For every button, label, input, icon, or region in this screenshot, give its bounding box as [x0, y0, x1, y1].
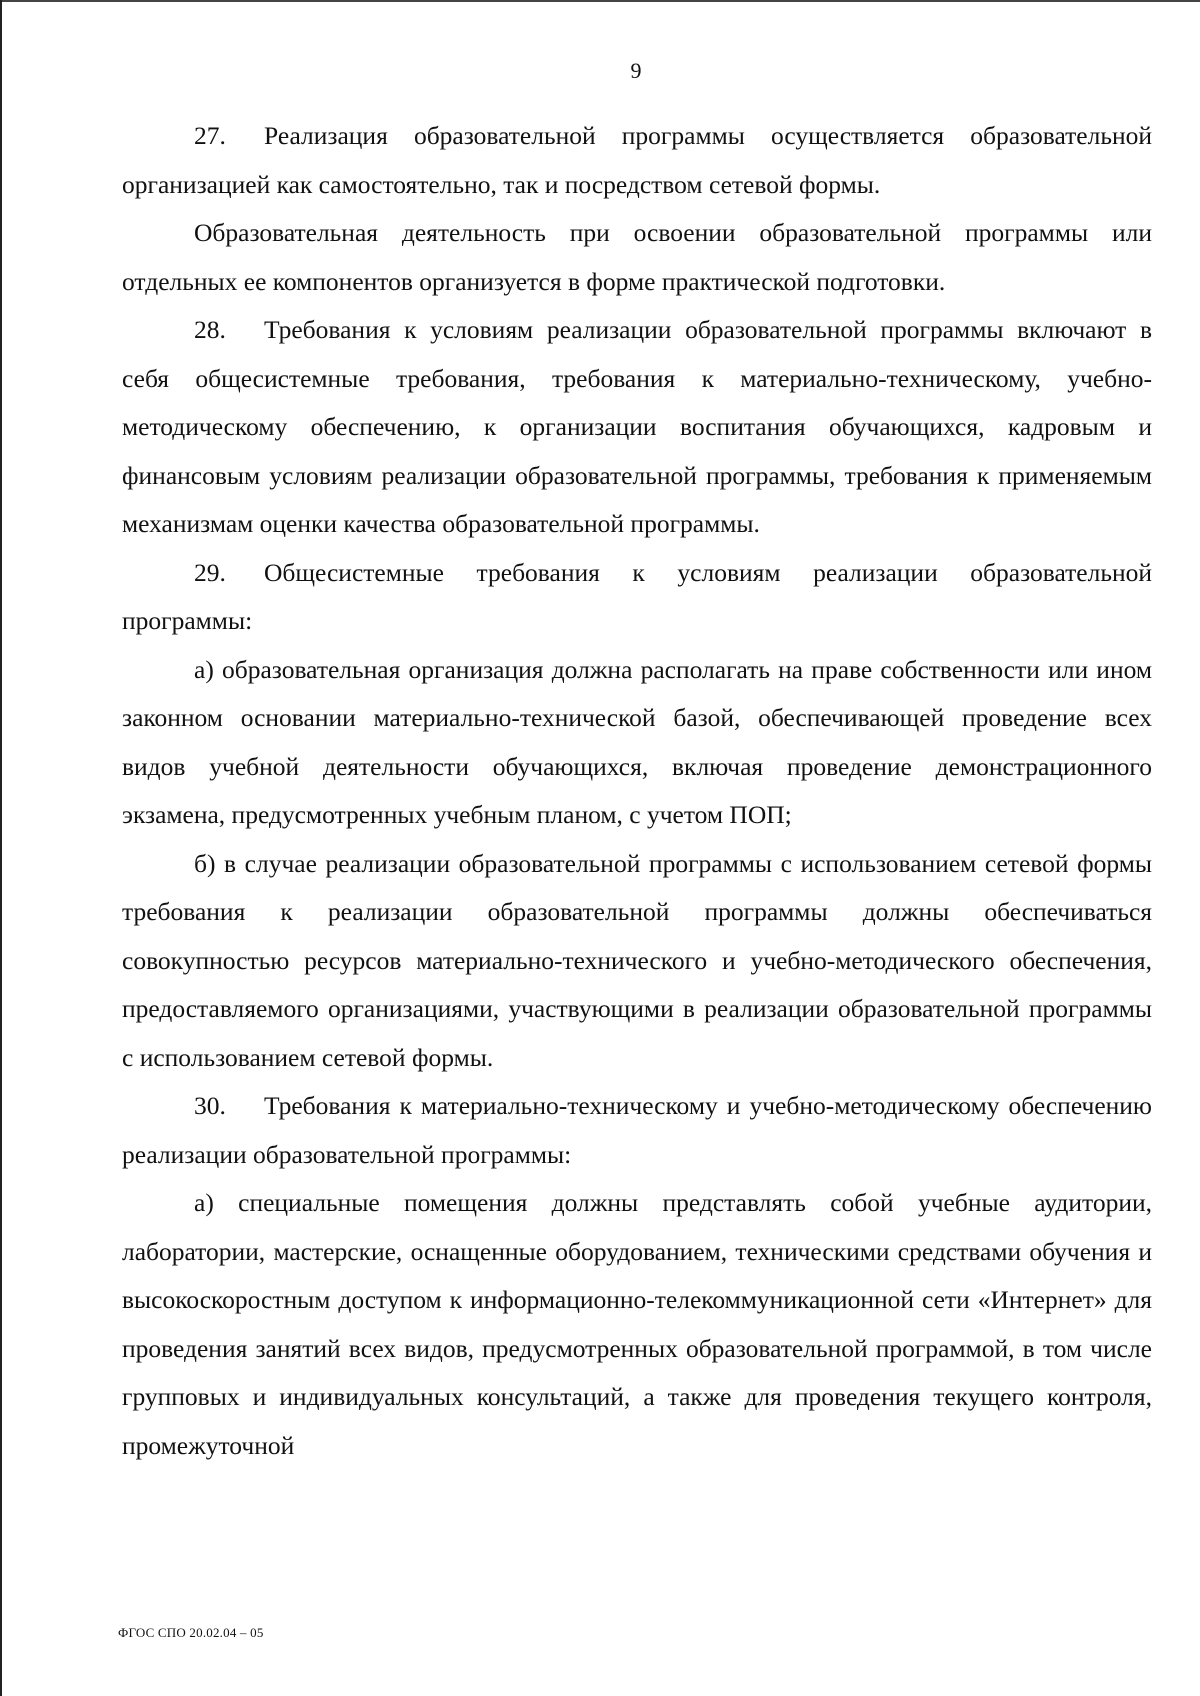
paragraph-text: Образовательная деятельность при освоении образовательной программы или отдельных ее компонентов организуется в форме практической подготовки.	[122, 218, 1152, 296]
paragraph-27	[122, 112, 1152, 209]
scan-edge-top	[0, 0, 1200, 2]
paragraph-text: а) специальные помещения должны представлять собой учебные аудитории, лаборатории, мастерские, оснащенные оборудованием, техническими средствами обучения и высокоскоростным доступом к информационно-телекоммуникационной сети «Интернет» для проведения занятий всех видов, предусмотренных образовательной программой, в том числе групповых и индивидуальных консультаций, а также для проведения текущего контроля, промежуточной	[122, 1188, 1152, 1460]
paragraph-text: а) образовательная организация должна располагать на праве собственности или ином законном основании материально-технической базой, обеспечивающей проведение всех видов учебной деятельности обучающихся, включая проведение демонстрационного экзамена, предусмотренных учебным планом, с учетом ПОП;	[122, 654, 1152, 829]
page-number: 9	[630, 58, 642, 83]
scan-edge-left	[0, 0, 2, 1696]
paragraph-29	[122, 549, 1152, 646]
paragraph-27-continued	[122, 209, 1152, 306]
paragraph-text: Требования к условиям реализации образовательной программы включают в себя общесистемные требования, требования к материально-техническому, учебно-методическому обеспечению, к организации воспитания обучающихся, кадровым и финансовым условиям реализации образовательной программы, требования к применяемым механизмам оценки качества образовательной программы.	[122, 315, 1152, 538]
paragraph-30	[122, 1082, 1152, 1179]
paragraph-text: б) в случае реализации образовательной программы с использованием сетевой формы требования к реализации образовательной программы должны обеспечиваться совокупностью ресурсов материально-технического и учебно-методического обеспечения, предоставляемого организациями, участвующими в реализации образовательной программы с использованием сетевой формы.	[122, 848, 1152, 1072]
document-body	[122, 112, 1152, 1470]
clause-number: 30.	[194, 1091, 226, 1120]
paragraph-28	[122, 306, 1152, 549]
document-code-footer: ФГОС СПО 20.02.04 – 05	[118, 1625, 264, 1640]
clause-number: 28.	[194, 315, 226, 344]
paragraph-text: Требования к материально-техническому и учебно-методическому обеспечению реализации образовательной программы:	[122, 1091, 1152, 1169]
clause-number: 29.	[194, 557, 226, 587]
paragraph-text: Общесистемные требования к условиям реализации образовательной программы:	[122, 557, 1152, 635]
paragraph-30-a	[122, 1179, 1152, 1470]
paragraph-29-b	[122, 840, 1152, 1083]
paragraph-29-a	[122, 646, 1152, 840]
clause-number: 27.	[194, 121, 226, 150]
paragraph-text: Реализация образовательной программы осуществляется образовательной организацией как самостоятельно, так и посредством сетевой формы.	[122, 121, 1152, 199]
